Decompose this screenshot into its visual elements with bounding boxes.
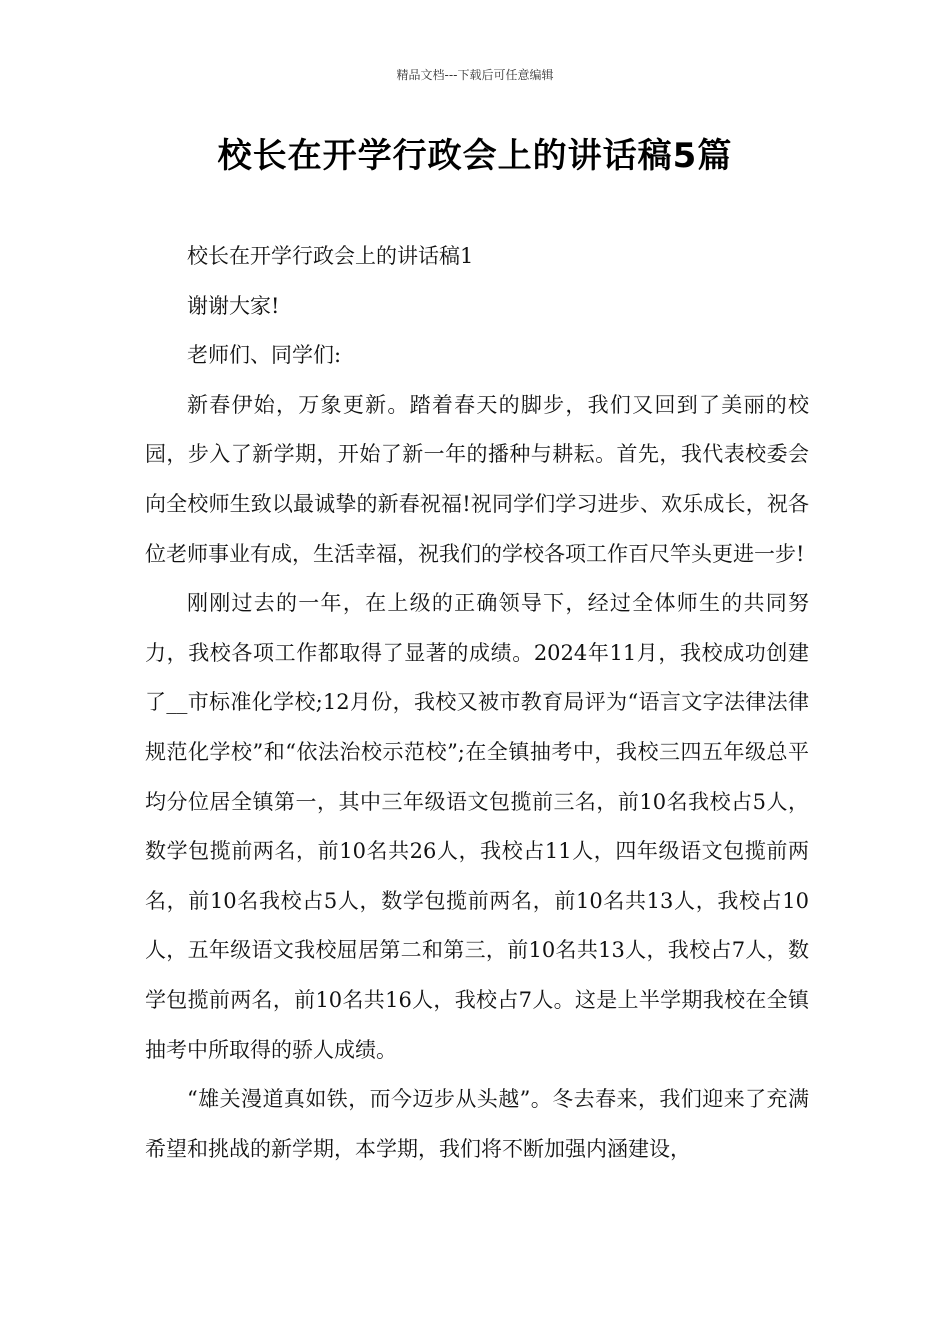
paragraph: 谢谢大家! xyxy=(187,293,280,318)
paragraph: 刚刚过去的一年，在上级的正确领导下，经过全体师生的共同努力，我校各项工作都取得了显著的成绩。2024年11月，我校成功创建了__市标准化学校;12月份，我校又被市教育局评为“语言文字法律法律规范化学校”和“依法治校示范校”;在全镇抽考中，我校三四五年级总平均分位居全镇第一，其中三年级语文包揽前三名，前10名我校占5人，数学包揽前两名，前10名共26人，我校占11人，四年级语文包揽前两名，前10名我校占5人，数学包揽前两名，前10名共13人，我校占10人，五年级语文我校屈居第二和第三，前10名共13人，我校占7人，数学包揽前两名，前10名共16人，我校占7人。这是上半学期我校在全镇抽考中所取得的骄人成绩。 xyxy=(145,591,809,1062)
paragraph: 老师们、同学们: xyxy=(187,343,342,368)
paragraph: “雄关漫道真如铁，而今迈步从头越”。冬去春来，我们迎来了充满希望和挑战的新学期，本学期，我们将不断加强内涵建设， xyxy=(145,1087,809,1161)
document-body xyxy=(145,232,809,1174)
paragraph: 新春伊始，万象更新。踏着春天的脚步，我们又回到了美丽的校园，步入了新学期，开始了新一年的播种与耕耘。首先，我代表校委会向全校师生致以最诚挚的新春祝福!祝同学们学习进步、欢乐成长，祝各位老师事业有成，生活幸福，祝我们的学校各项工作百尺竿头更进一步! xyxy=(145,392,809,566)
document-title: 校长在开学行政会上的讲话稿5篇 xyxy=(217,136,733,176)
section-heading: 校长在开学行政会上的讲话稿1 xyxy=(187,244,474,268)
page-header: 精品文档---下载后可任意编辑 xyxy=(396,68,554,82)
